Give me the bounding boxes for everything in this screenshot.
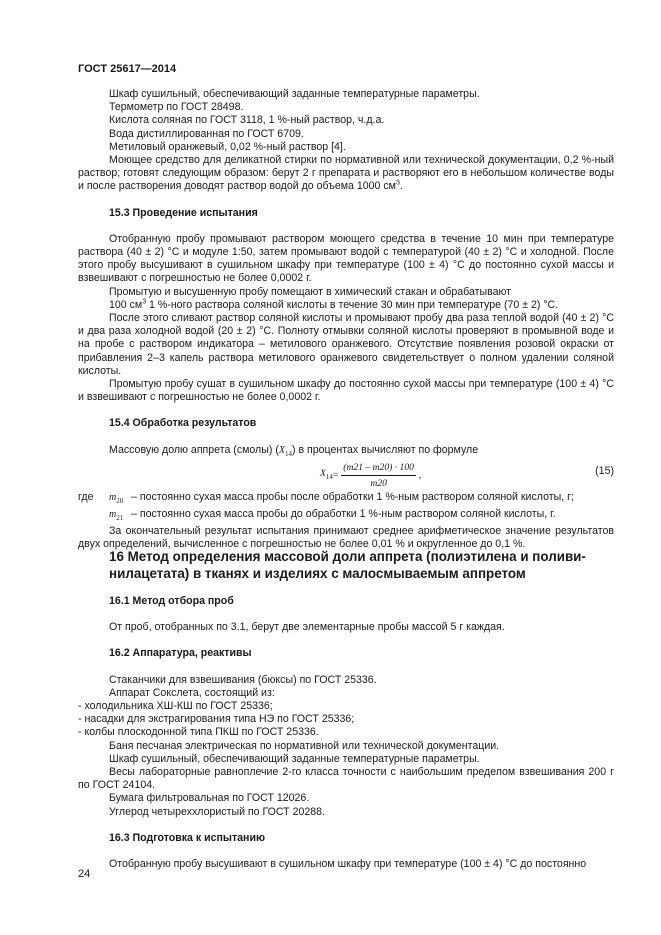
page-number: 24 [78,868,91,880]
list-item: Метиловый оранжевый, 0,02 %-ный раствор [4]. [109,140,346,153]
symbol-x14: $X_{14}$ [278,444,292,458]
list-item: Углерод четыреххлористый по ГОСТ 20288. [109,805,325,818]
where-m20: где $m_{20}$ – постоянно сухая масса пробы после обработки 1 %-ным раствором соляной кислоты, г; [78,491,614,508]
list-item: Термометр по ГОСТ 28498. [109,101,244,114]
list-item: Бумага фильтровальная по ГОСТ 12026. [109,792,310,805]
list-item: Шкаф сушильный, обеспечивающий заданные температурные параметры. [109,752,480,765]
list-subitem: - насадки для экстрагирования типа НЭ по ГОСТ 25336; [78,713,355,726]
equation-number: (15) [595,464,614,477]
paragraph: После этого сливают раствор соляной кислоты и промывают пробу два раза теплой водой (40 ± 2) °С и два раза холодной водой (20 ± 2) °С. Полноту отмывки соляной кислоты проверяют в промывной воде и на пробе с раствором индикатора – метилового оранжевого. Отсутствие появления розовой окраски от прибавления 2–3 капель раствора метилового оранжевого свидетельствует о полном удалении соляной кислоты. [78,312,614,377]
list-item: Вода дистиллированная по ГОСТ 6709. [109,127,304,140]
list-item: Весы лабораторные равноплечие 2-го класса точности с наибольшим пределом взвешивания 200 г по ГОСТ 24104. [78,766,614,792]
list-item: Кислота соляная по ГОСТ 3118, 1 %-ный раствор, ч.д.а. [109,114,385,127]
paragraph: Промытую и высушенную пробу помещают в химический стакан и обрабатывают [109,285,512,298]
formula-fraction [341,461,416,490]
symbol-m20: $m_{20}$ [109,491,124,505]
paragraph: За окончательный результат испытания принимают среднее арифметическое значение результатов двух определений, вычисленное с погрешностью не более 0,01 % и округленное до 0,1 %. [78,525,614,551]
formula-lhs: $X_{14}$ [320,468,333,481]
formula-body: $X_{14}$ = $\frac{(m21 - m20) \cdot 100}{m20}$ , [320,461,422,490]
section-16 [78,548,614,871]
list-subitem: - холодильника ХШ-КШ по ГОСТ 25336; [78,700,273,713]
where-m21: $m_{21}$ – постоянно сухая масса пробы до обработки 1 %-ным раствором соляной кислоты, г. [78,508,614,525]
list-item: Баня песчаная электрическая по нормативной или технической документации. [109,739,500,752]
list-item: Стаканчики для взвешивания (бюксы) по ГОСТ 25336. [109,673,377,686]
paragraph: Промытую пробу сушат в сушильном шкафу до постоянно сухой массы при температуре (100 ± 4) °С и взвешивают с погрешностью не более 0,0002 г. [78,378,614,404]
section-15-4-title: 15.4 Обработка результатов [109,417,257,430]
list-item: Шкаф сушильный, обеспечивающий заданные температурные параметры. [109,88,480,100]
section-16-3-title: 16.3 Подготовка к испытанию [109,831,266,844]
symbol-m21: $m_{21}$ [109,509,124,523]
list-subitem: - колбы плоскодонной типа ПКШ по ГОСТ 25336. [78,726,319,739]
section-16-2-title: 16.2 Аппаратура, реактивы [109,647,252,660]
formula-numerator: (m21 – m20) · 100 [341,461,416,476]
running-header: ГОСТ 25617—2014 [78,63,177,75]
formula-intro: Массовую долю аппрета (смолы) $(X_{14})$ в процентах вычисляют по формуле [109,443,479,458]
section-15-continued [78,88,614,552]
section-16-1-title: 16.1 Метод отбора проб [109,595,234,607]
paragraph: Отобранную пробу промывают раствором моющего средства в течение 10 мин при температуре раствора (40 ± 2) °С и модуле 1:50, затем промывают водой с температурой (40 ± 2) °С и холодной. После этого пробу высушивают в сушильном шкафу при температуре (100 ± 4) °С до постоянно сухой массы и взвешивают с погрешностью не более 0,0002 г. [78,232,614,285]
detergent-paragraph: Моющее средство для деликатной стирки по нормативной или технической документации, 0,2 %-ный раствор; готовят следующим образом: берут 2 г препарата и растворяют его в небольшом количестве воды и после растворения доводят раствор водой до объема 1000 $см^3$. [78,154,614,193]
formula-15 [78,461,614,491]
section-16-title-line1: 16 Метод определения массовой доли аппрета (полиэтилена и поливи- [109,549,586,564]
section-15-3-title: 15.3 Проведение испытания [109,206,258,219]
paragraph: 100 $см^3$ 1 %-ного раствора соляной кислоты в течение 30 мин при температуре (70 ± 2) °С. [109,298,559,311]
paragraph: Отобранную пробу высушивают в сушильном шкафу при температуре (100 ± 4) °С до постоянно [109,858,587,871]
formula-denominator: m20 [370,478,387,490]
list-item: Аппарат Сокслета, состоящий из: [109,686,275,699]
section-16-title-line2: нилацетата) в тканях и изделиях с малосмываемым аппретом [109,566,526,581]
paragraph: От проб, отобранных по 3.1, берут две элементарные пробы массой 5 г каждая. [109,621,505,634]
